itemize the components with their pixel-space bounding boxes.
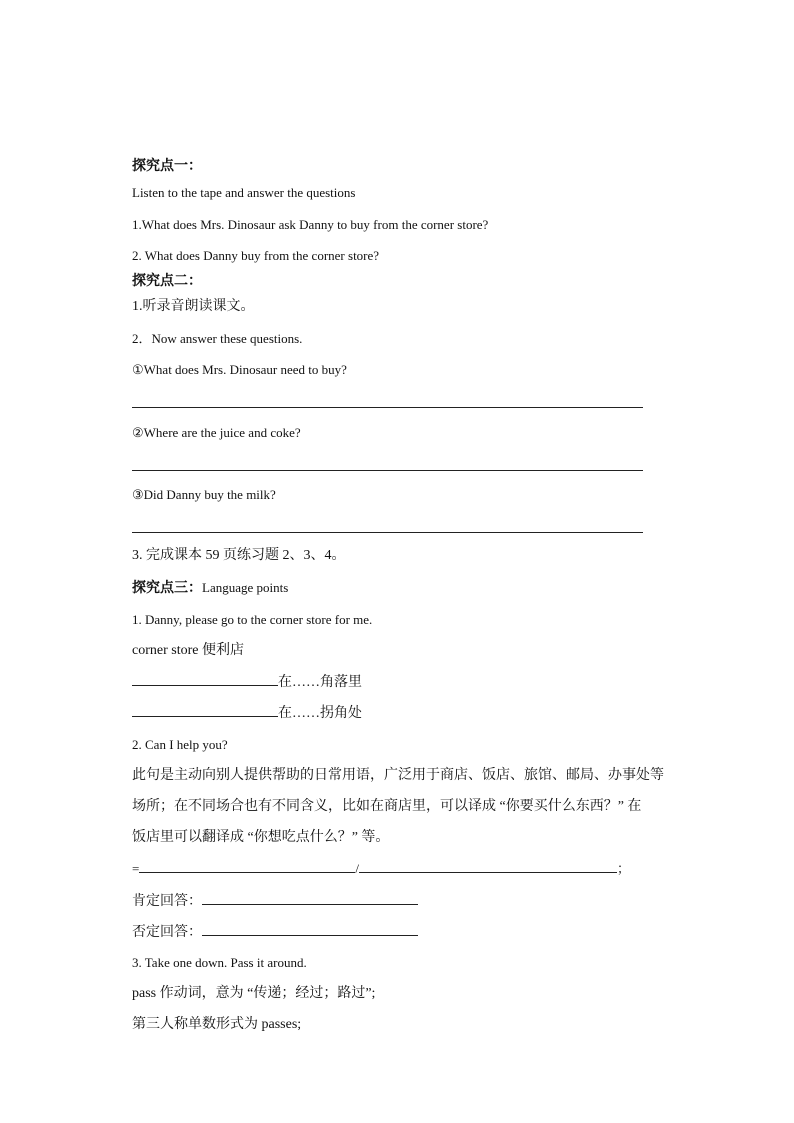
- fill-blank[interactable]: [139, 860, 355, 873]
- fill-blank[interactable]: [202, 892, 418, 905]
- section3-heading: 探究点三：: [132, 581, 202, 596]
- point-2-positive-row: [132, 892, 418, 911]
- section2-question-1: ①What does Mrs. Dinosaur need to buy?: [132, 362, 347, 377]
- equals-sign: =: [132, 861, 140, 876]
- blank-2-suffix: 在……拐角处: [278, 706, 362, 721]
- point-2-explanation-line-1: 此句是主动向别人提供帮助的日常用语，广泛用于商店、饭店、旅馆、邮局、办事处等: [132, 768, 664, 783]
- answer-line-2: [132, 470, 643, 471]
- fill-blank[interactable]: [359, 860, 617, 873]
- blank-1-suffix: 在……角落里: [278, 675, 362, 690]
- section1-heading: 探究点一：: [132, 159, 202, 174]
- point-2-explanation-line-2: 场所；在不同场合也有不同含义，比如在商店里，可以译成 “你要买什么东西？” 在: [132, 799, 642, 814]
- section2-question-3: ③Did Danny buy the milk?: [132, 487, 276, 502]
- fill-blank[interactable]: [202, 923, 418, 936]
- negative-answer-label: 否定回答：: [132, 925, 202, 940]
- point-2-negative-row: [132, 923, 418, 942]
- point-2-equivalent-row: [132, 860, 630, 878]
- point-2-sentence: 2. Can I help you?: [132, 737, 228, 752]
- slash: /: [355, 861, 359, 876]
- point-1-blank-row-2: [132, 704, 362, 723]
- point-1-vocab: corner store 便利店: [132, 643, 244, 658]
- section1-question-2: 2. What does Danny buy from the corner store?: [132, 248, 380, 263]
- section1-instruction: Listen to the tape and answer the questions: [132, 185, 356, 200]
- semicolon: ；: [616, 861, 630, 876]
- point-2-explanation-line-3: 饭店里可以翻译成 “你想吃点什么？” 等。: [132, 830, 390, 845]
- section2-heading: 探究点二：: [132, 274, 202, 289]
- point-3-sentence: 3. Take one down. Pass it around.: [132, 955, 307, 970]
- point-1-blank-row-1: [132, 673, 362, 692]
- point-1-sentence: 1. Danny, please go to the corner store for me.: [132, 612, 373, 627]
- point-3-third-person: 第三人称单数形式为 passes;: [132, 1017, 302, 1032]
- point-3-explanation: pass 作动词，意为 “传递；经过；路过”;: [132, 986, 376, 1001]
- section3-heading-row: [132, 579, 288, 598]
- answer-line-1: [132, 407, 643, 408]
- section2-question-2: ②Where are the juice and coke?: [132, 425, 301, 440]
- positive-answer-label: 肯定回答：: [132, 894, 202, 909]
- answer-line-3: [132, 532, 643, 533]
- fill-blank[interactable]: [132, 704, 278, 717]
- fill-blank[interactable]: [132, 673, 278, 686]
- section2-item-2: 2．Now answer these questions.: [132, 331, 303, 346]
- section2-item-1: 1.听录音朗读课文。: [132, 299, 255, 314]
- section1-question-1: 1.What does Mrs. Dinosaur ask Danny to buy from the corner store?: [132, 217, 489, 232]
- section3-heading-suffix: Language points: [202, 580, 289, 595]
- section2-item-3: 3. 完成课本 59 页练习题 2、3、4。: [132, 548, 346, 563]
